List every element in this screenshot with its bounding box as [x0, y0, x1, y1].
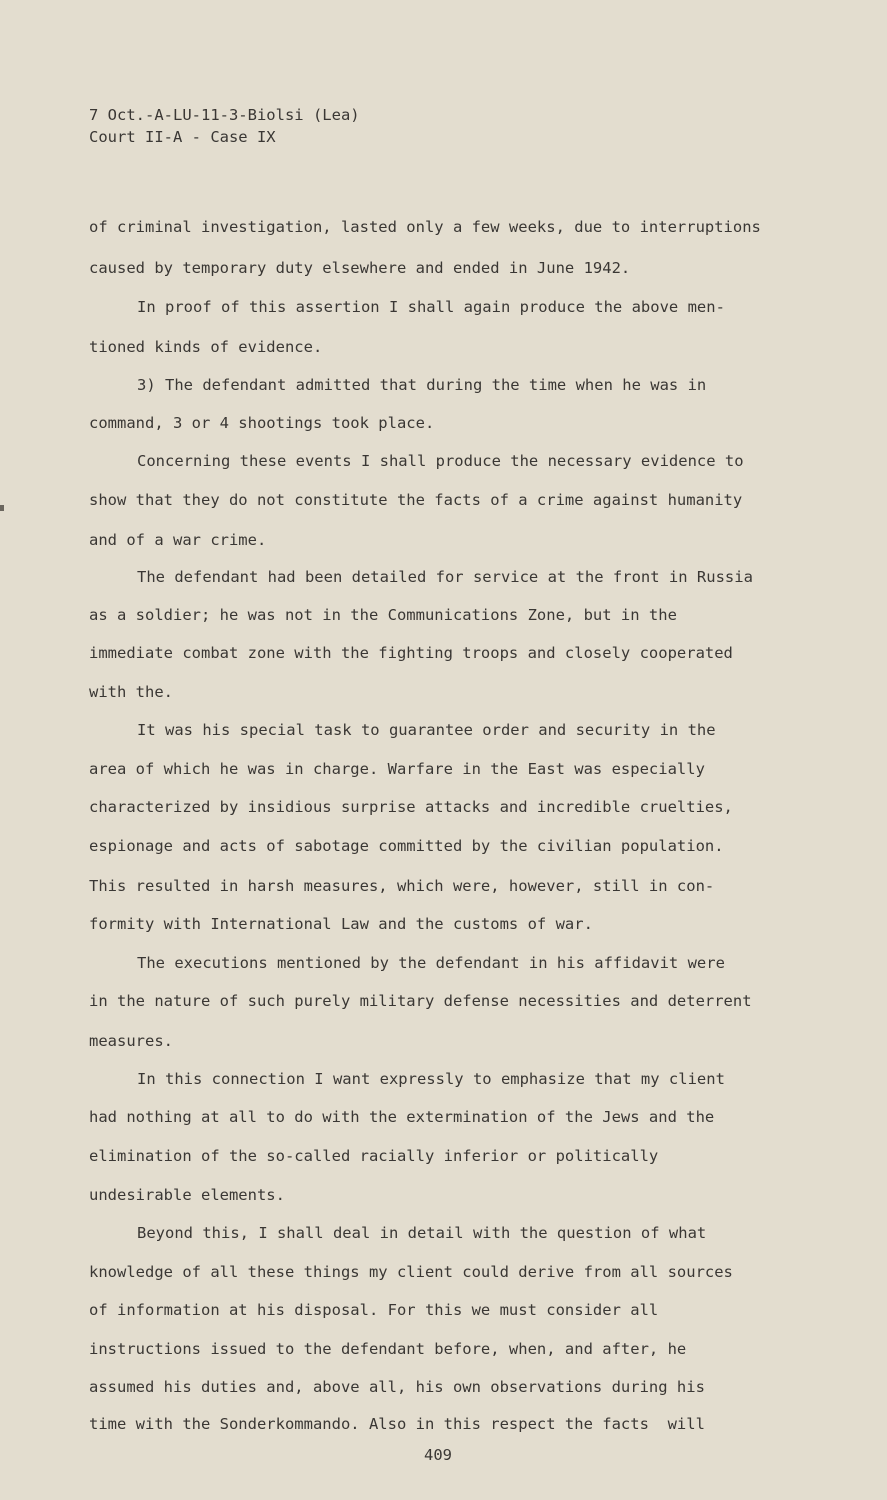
text-line: characterized by insidious surprise attacks and incredible cruelties, [89, 798, 733, 816]
text-line: in the nature of such purely military defense necessities and deterrent [89, 992, 752, 1010]
page-number: 409 [424, 1446, 452, 1464]
text-line: tioned kinds of evidence. [89, 338, 323, 356]
text-line: undesirable elements. [89, 1186, 285, 1204]
header-reference: 7 Oct.-A-LU-11-3-Biolsi (Lea) [89, 106, 360, 124]
header-court-case: Court II-A - Case IX [89, 128, 276, 146]
text-line: command, 3 or 4 shootings took place. [89, 414, 435, 432]
margin-mark [0, 505, 4, 511]
text-line: had nothing at all to do with the extermination of the Jews and the [89, 1108, 715, 1126]
text-line: espionage and acts of sabotage committed by the civilian population. [89, 837, 724, 855]
text-line: caused by temporary duty elsewhere and ended in June 1942. [89, 259, 631, 277]
text-line: 3) The defendant admitted that during the time when he was in [137, 376, 707, 394]
text-line: In proof of this assertion I shall again produce the above men- [137, 298, 725, 316]
text-line: In this connection I want expressly to emphasize that my client [137, 1070, 725, 1088]
text-line: time with the Sonderkommando. Also in this respect the facts will [89, 1415, 705, 1433]
text-line: elimination of the so-called racially inferior or politically [89, 1147, 659, 1165]
text-line: The executions mentioned by the defendant in his affidavit were [137, 954, 725, 972]
text-line: formity with International Law and the customs of war. [89, 915, 593, 933]
text-line: of criminal investigation, lasted only a few weeks, due to interruptions [89, 218, 761, 236]
text-line: instructions issued to the defendant before, when, and after, he [89, 1340, 687, 1358]
text-line: area of which he was in charge. Warfare in the East was especially [89, 760, 705, 778]
text-line: of information at his disposal. For this we must consider all [89, 1301, 659, 1319]
text-line: The defendant had been detailed for service at the front in Russia [137, 568, 753, 586]
text-line: as a soldier; he was not in the Communications Zone, but in the [89, 606, 677, 624]
text-line: show that they do not constitute the facts of a crime against humanity [89, 491, 743, 509]
text-line: and of a war crime. [89, 531, 267, 549]
text-line: measures. [89, 1032, 173, 1050]
text-line: with the. [89, 683, 173, 701]
text-line: knowledge of all these things my client could derive from all sources [89, 1263, 733, 1281]
text-line: It was his special task to guarantee order and security in the [137, 721, 716, 739]
text-line: This resulted in harsh measures, which were, however, still in con- [89, 877, 715, 895]
text-line: immediate combat zone with the fighting troops and closely cooperated [89, 644, 733, 662]
text-line: assumed his duties and, above all, his own observations during his [89, 1378, 705, 1396]
text-line: Concerning these events I shall produce the necessary evidence to [137, 452, 744, 470]
document-header [89, 104, 360, 148]
text-line: Beyond this, I shall deal in detail with the question of what [137, 1224, 707, 1242]
